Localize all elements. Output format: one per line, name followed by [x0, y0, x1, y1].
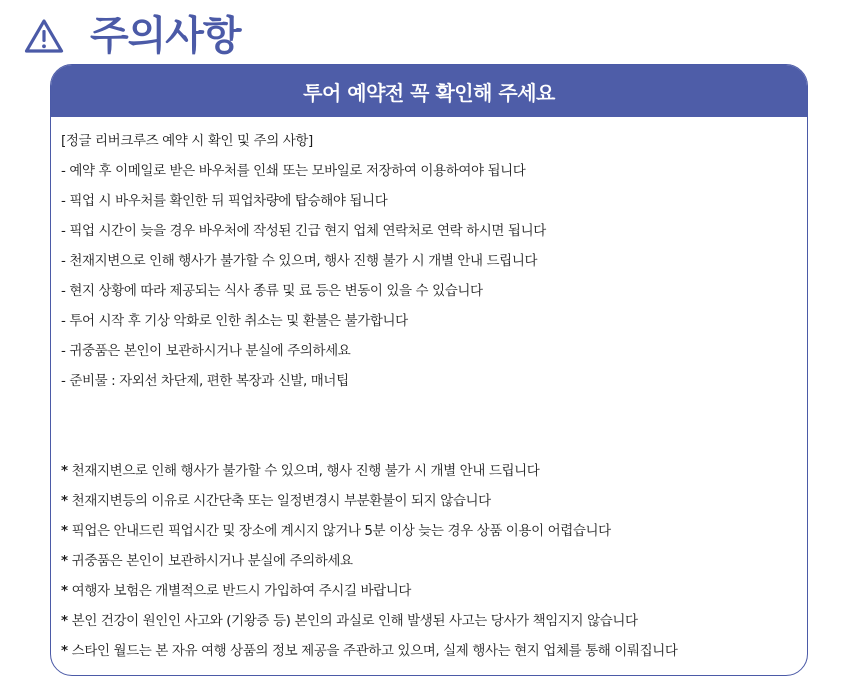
list-item: - 픽업 시 바우처를 확인한 뒤 픽업차량에 탑승해야 됩니다 [61, 193, 388, 209]
note-text: 여행자 보험은 개별적으로 반드시 가입하여 주시길 바랍니다 [71, 583, 412, 599]
note-item [61, 583, 797, 613]
notice-heading [24, 10, 241, 62]
page-title: 주의사항 [90, 13, 241, 59]
note-text: 천재지변으로 인해 행사가 불가할 수 있으며, 행사 진행 불가 시 개별 안내 드립니다 [71, 463, 540, 479]
asterisk-bullet: * [61, 613, 68, 629]
note-item [61, 553, 797, 583]
list-item: - 투어 시작 후 기상 악화로 인한 취소는 및 환불은 불가합니다 [61, 313, 408, 329]
note-text: 본인 건강이 원인인 사고와 (기왕증 등) 본인의 과실로 인해 발생된 사고는 당사가 책임지지 않습니다 [71, 613, 638, 629]
panel-banner: 투어 예약전 꼭 확인해 주세요 [51, 65, 807, 117]
list-item: - 픽업 시간이 늦을 경우 바우처에 작성된 긴급 현지 업체 연락처로 연락 하시면 됩니다 [61, 223, 546, 239]
asterisk-bullet: * [61, 643, 68, 659]
asterisk-bullet: * [61, 463, 68, 479]
note-item [61, 493, 797, 523]
note-text: 천재지변등의 이유로 시간단축 또는 일정변경시 부분환불이 되지 않습니다 [71, 493, 491, 509]
list-item: [정글 리버크루즈 예약 시 확인 및 주의 사항] [61, 133, 313, 149]
asterisk-bullet: * [61, 523, 68, 539]
note-item [61, 613, 797, 643]
list-item: - 귀중품은 본인이 보관하시거나 분실에 주의하세요 [61, 343, 351, 359]
note-item [61, 643, 797, 673]
note-item [61, 463, 797, 493]
note-text: 픽업은 안내드린 픽업시간 및 장소에 계시지 않거나 5분 이상 늦는 경우 상품 이용이 어렵습니다 [71, 523, 611, 539]
asterisk-bullet: * [61, 553, 68, 569]
list-item: - 준비물 : 자외선 차단제, 편한 복장과 신발, 매너팁 [61, 373, 349, 389]
note-text: 스타인 월드는 본 자유 여행 상품의 정보 제공을 주관하고 있으며, 실제 행사는 현지 업체를 통해 이뤄집니다 [71, 643, 678, 659]
asterisk-bullet: * [61, 493, 68, 509]
list-item: - 천재지변으로 인해 행사가 불가할 수 있으며, 행사 진행 불가 시 개별 안내 드립니다 [61, 253, 538, 269]
note-item [61, 523, 797, 553]
warning-triangle-icon [24, 18, 64, 54]
list-item: - 현지 상황에 따라 제공되는 식사 종류 및 료 등은 변동이 있을 수 있습니다 [61, 283, 483, 299]
intro-list [61, 133, 797, 403]
list-item: - 예약 후 이메일로 받은 바우처를 인쇄 또는 모바일로 저장하여 이용하여야 됩니다 [61, 163, 526, 179]
notes-list [61, 463, 797, 673]
asterisk-bullet: * [61, 583, 68, 599]
notice-panel [50, 64, 808, 676]
note-text: 귀중품은 본인이 보관하시거나 분실에 주의하세요 [71, 553, 353, 569]
